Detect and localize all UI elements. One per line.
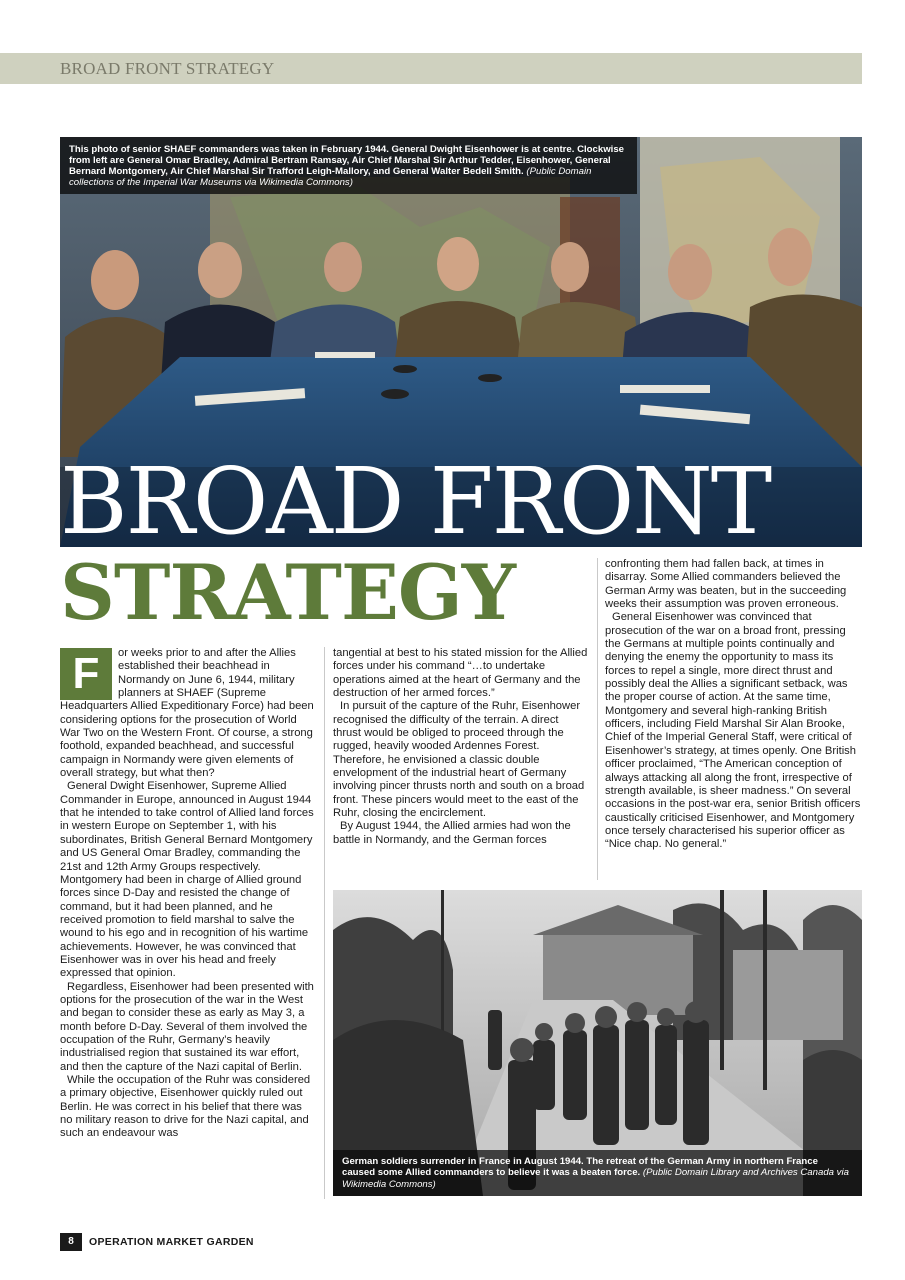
article-column-3 [605,558,862,883]
paragraph: In pursuit of the capture of the Ruhr, Eisenhower recognised the difficulty of the terrain. A direct thrust would be obliged to proceed through the rugged, heavily wooded Ardennes Forest. Therefore, he envisioned a classic double envelopment of the industrial heart of Germany involving pincer thrusts north and south on a broad front. These pincers would meet to the east of the Ruhr, closing the encirclement. [333,700,585,820]
paragraph: While the occupation of the Ruhr was considered a primary objective, Eisenhower quickly ruled out Berlin. He was correct in his belief that there was no military reason to drive for the Nazi capital, and such an endeavour was [60,1074,311,1140]
commanders-photo-caption [60,137,637,194]
paragraph: tangential at best to his stated mission for the Allied forces under his command “…to undertake operations aimed at the heart of Germany and the destruction of her armed forces.” [333,647,588,700]
column-divider [597,558,598,880]
section-title: BROAD FRONT STRATEGY [60,59,275,78]
caption-text: This photo of senior SHAEF commanders was taken in February 1944. General Dwight Eisenhower is at centre. Clockwise from left are General Omar Bradley, Admiral Bertram Ramsay, Air Chief Marshal Sir Arthur Tedder, Eisenhower, General Bernard Montgomery, Air Chief Marshal Sir Trafford Leigh-Mallory, and General Walter Bedell Smith. [69,144,624,177]
article-column-2 [333,647,589,887]
headline-line-1: BROAD FRONT [60,452,771,552]
paragraph: Regardless, Eisenhower had been presented with options for the prosecution of the war in the West and began to consider these as early as May 3, a month before D-Day. Several of them involved the occupation of the Ruhr, Germany’s heavily industrialised region that sustained its war effort, and then the capture of the Nazi capital of Berlin. [60,980,314,1073]
surrender-photo-caption [333,1150,862,1197]
caption-credit: (Public Domain collections of the Imperial War Museums via Wikimedia Commons) [69,166,592,188]
surrender-photo [333,890,862,1196]
headline-line-2: STRATEGY [60,552,516,634]
caption-text: German soldiers surrender in France in August 1944. The retreat of the German Army in northern France caused some Allied commanders to believe it was a beaten force. [342,1155,818,1178]
caption-credit: (Public Domain Library and Archives Canada via Wikimedia Commons) [342,1167,849,1190]
paragraph: or weeks prior to and after the Allies established their beachhead in Normandy on June 6, 1944, military planners at SHAEF (Supreme Headquarters Allied Expeditionary Force) had been considering options for the prosecution of World War Two on the Western Front. Of course, a strong foothold, expanded beachhead, and successful campaign in Normandy were given elements of overall strategy, but what then? [60,647,314,780]
section-header-band [0,53,862,84]
paragraph: General Eisenhower was convinced that prosecution of the war on a broad front, pressing the Germans at multiple points continually and denying the enemy the opportunity to mass its forces to repel a single, more direct thrust and possibly deal the Allies a significant setback, was the proper course of action. At the same time, Montgomery and several high-ranking British officers, including Field Marshal Sir Alan Brooke, Chief of the Imperial General Staff, were critical of Eisenhower’s strategy, at times openly. One British officer proclaimed, “The American conception of always attacking all along the front, irrespective of strength available, is sheer madness.” On several occasions in the post-war era, senior British officers caustically criticised Eisenhower, and Montgomery once tersely characterised his superior officer as “Nice chap. No general.” [605,611,861,851]
paragraph: General Dwight Eisenhower, Supreme Allied Commander in Europe, announced in August 1944 that he intended to take control of Allied land forces in western Europe on September 1, with his subordinates, British General Bernard Montgomery and US General Omar Bradley, commanding the 21st and 12th Army Groups respectively. Montgomery had been in charge of Allied ground forces since D-Day and resisted the change of command, but it had been planned, and he received promotion to field marshal to salve the wound to his ego and in recognition of his wartime achievements. However, he was convinced that Eisenhower was in over his head and freely expressed that opinion. [60,780,314,980]
article-column-1 [60,647,316,1202]
publication-title: OPERATION MARKET GARDEN [89,1236,254,1248]
column-divider [324,647,325,1199]
paragraph: confronting them had fallen back, at times in disarray. Some Allied commanders believed the German Army was beaten, but in the succeeding weeks their assumption was proven erroneous. [605,558,847,611]
paragraph: By August 1944, the Allied armies had won the battle in Normandy, and the German forces [333,820,571,846]
page-number: 8 [60,1233,82,1251]
drop-cap: F [60,648,112,700]
